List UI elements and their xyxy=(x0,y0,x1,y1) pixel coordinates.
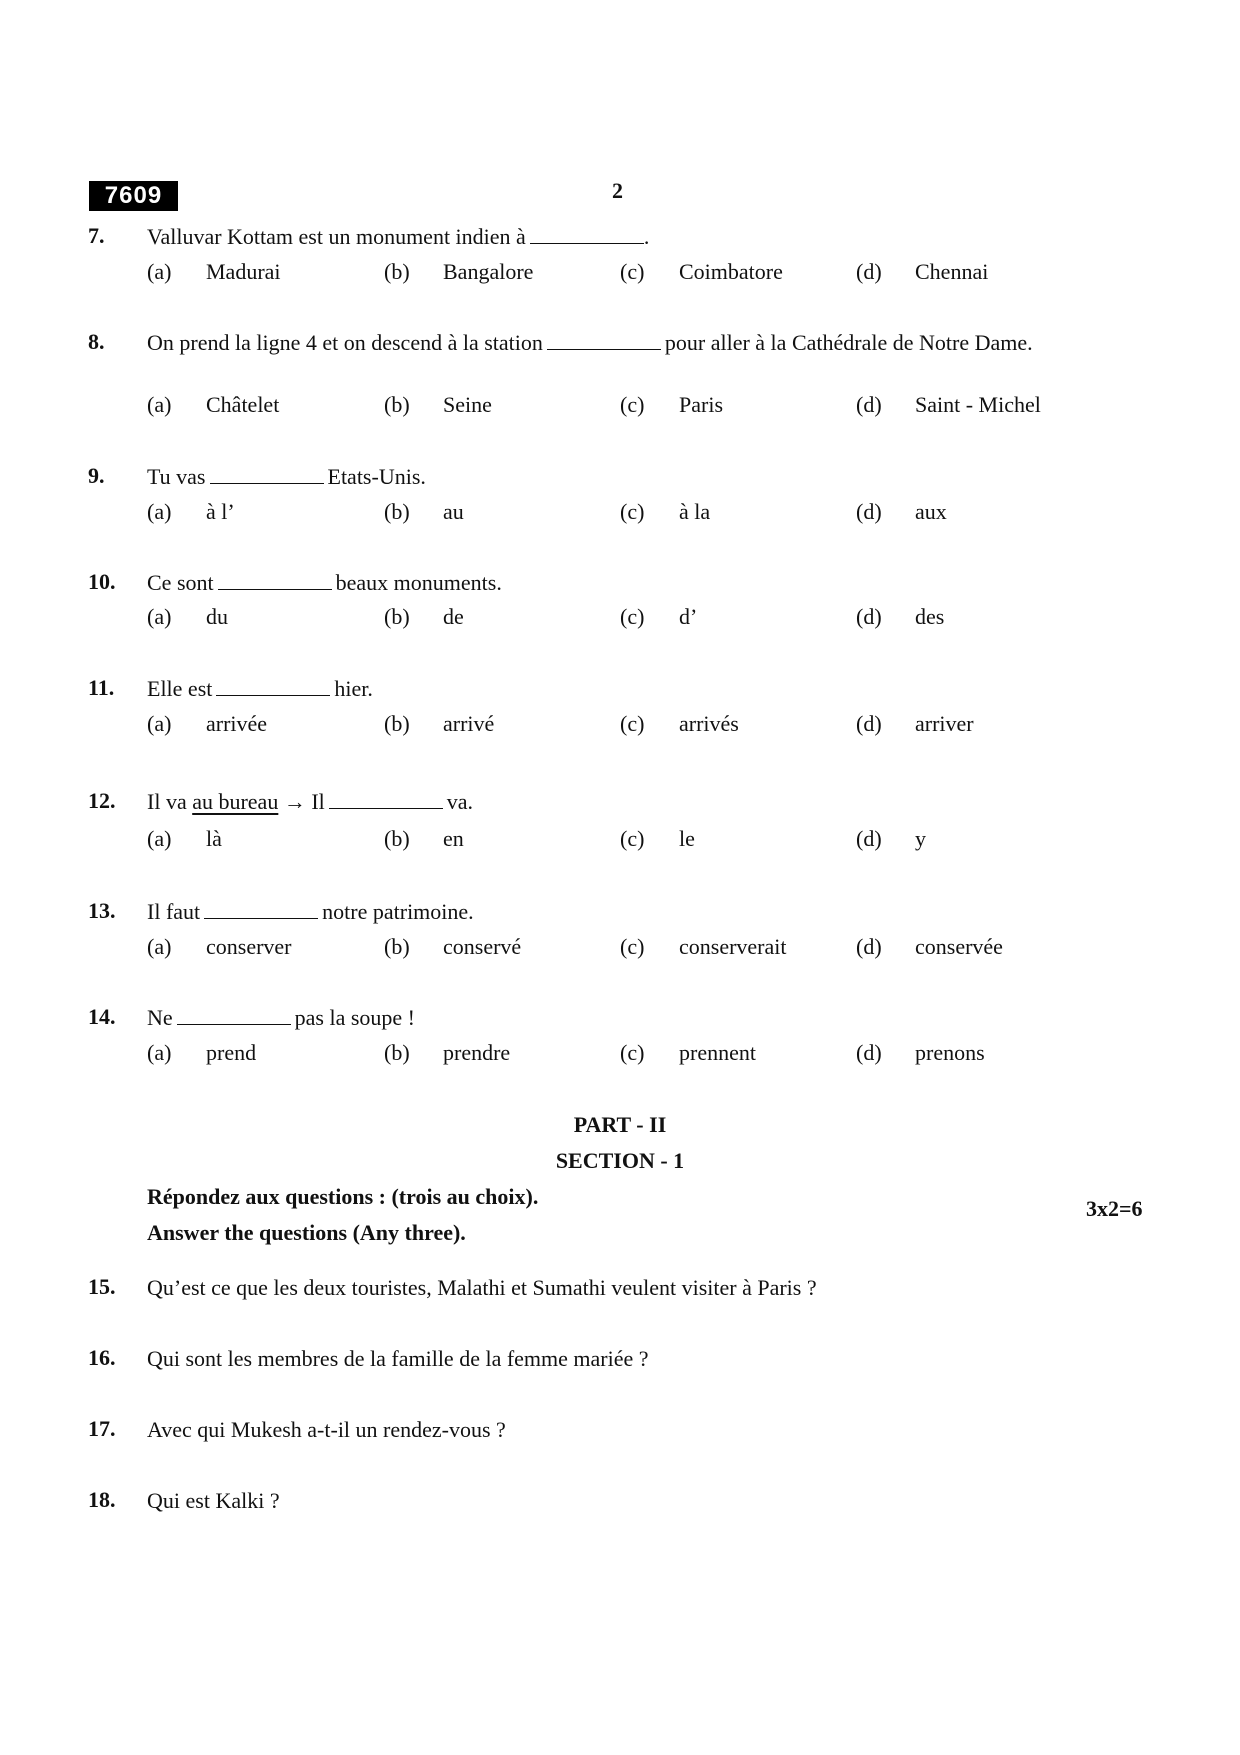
question-text: Valluvar Kottam est un monument indien à . xyxy=(147,224,650,249)
question-number: 10. xyxy=(88,569,116,594)
question-text: On prend la ligne 4 et on descend à la station pour aller à la Cathédrale de Notre Dame. xyxy=(147,330,1033,355)
question-number: 14. xyxy=(88,1004,116,1029)
question-number: 15. xyxy=(88,1274,116,1299)
question-text: Il va au bureau → Il va. xyxy=(147,789,474,814)
page-number: 2 xyxy=(612,178,623,203)
question-text: Qu’est ce que les deux touristes, Malathi et Sumathi veulent visiter à Paris ? xyxy=(147,1275,817,1300)
question-number: 8. xyxy=(88,329,105,354)
question-text: Ce sont beaux monuments. xyxy=(147,570,502,595)
instruction-english: Answer the questions (Any three). xyxy=(147,1220,466,1245)
part-title: PART - II xyxy=(573,1112,667,1137)
answer-blank xyxy=(177,1006,291,1025)
instruction-french: Répondez aux questions : (trois au choix). xyxy=(147,1184,539,1209)
question-number: 12. xyxy=(88,788,116,813)
section-title: SECTION - 1 xyxy=(555,1148,685,1173)
question-number: 17. xyxy=(88,1416,116,1441)
marks-allocation: 3x2=6 xyxy=(1086,1196,1143,1221)
arrow-icon: → Il xyxy=(283,789,325,814)
answer-blank xyxy=(329,790,443,809)
question-number: 18. xyxy=(88,1487,116,1512)
answer-blank xyxy=(218,571,332,590)
question-number: 9. xyxy=(88,463,105,488)
question-text: Tu vas Etats-Unis. xyxy=(147,464,426,489)
answer-blank xyxy=(204,900,318,919)
question-number: 13. xyxy=(88,898,116,923)
question-number: 11. xyxy=(88,675,115,700)
question-number: 16. xyxy=(88,1345,116,1370)
underlined-phrase: au bureau xyxy=(192,789,279,814)
question-text: Qui est Kalki ? xyxy=(147,1488,280,1513)
question-text: Avec qui Mukesh a-t-il un rendez-vous ? xyxy=(147,1417,506,1442)
question-text: Il faut notre patrimoine. xyxy=(147,899,474,924)
answer-blank xyxy=(547,331,661,350)
answer-blank xyxy=(216,677,330,696)
paper-code: 7609 xyxy=(89,181,178,211)
question-text: Ne pas la soupe ! xyxy=(147,1005,416,1030)
question-text: Qui sont les membres de la famille de la femme mariée ? xyxy=(147,1346,649,1371)
question-text: Elle est hier. xyxy=(147,676,373,701)
answer-blank xyxy=(530,225,644,244)
answer-blank xyxy=(210,465,324,484)
question-number: 7. xyxy=(88,223,105,248)
